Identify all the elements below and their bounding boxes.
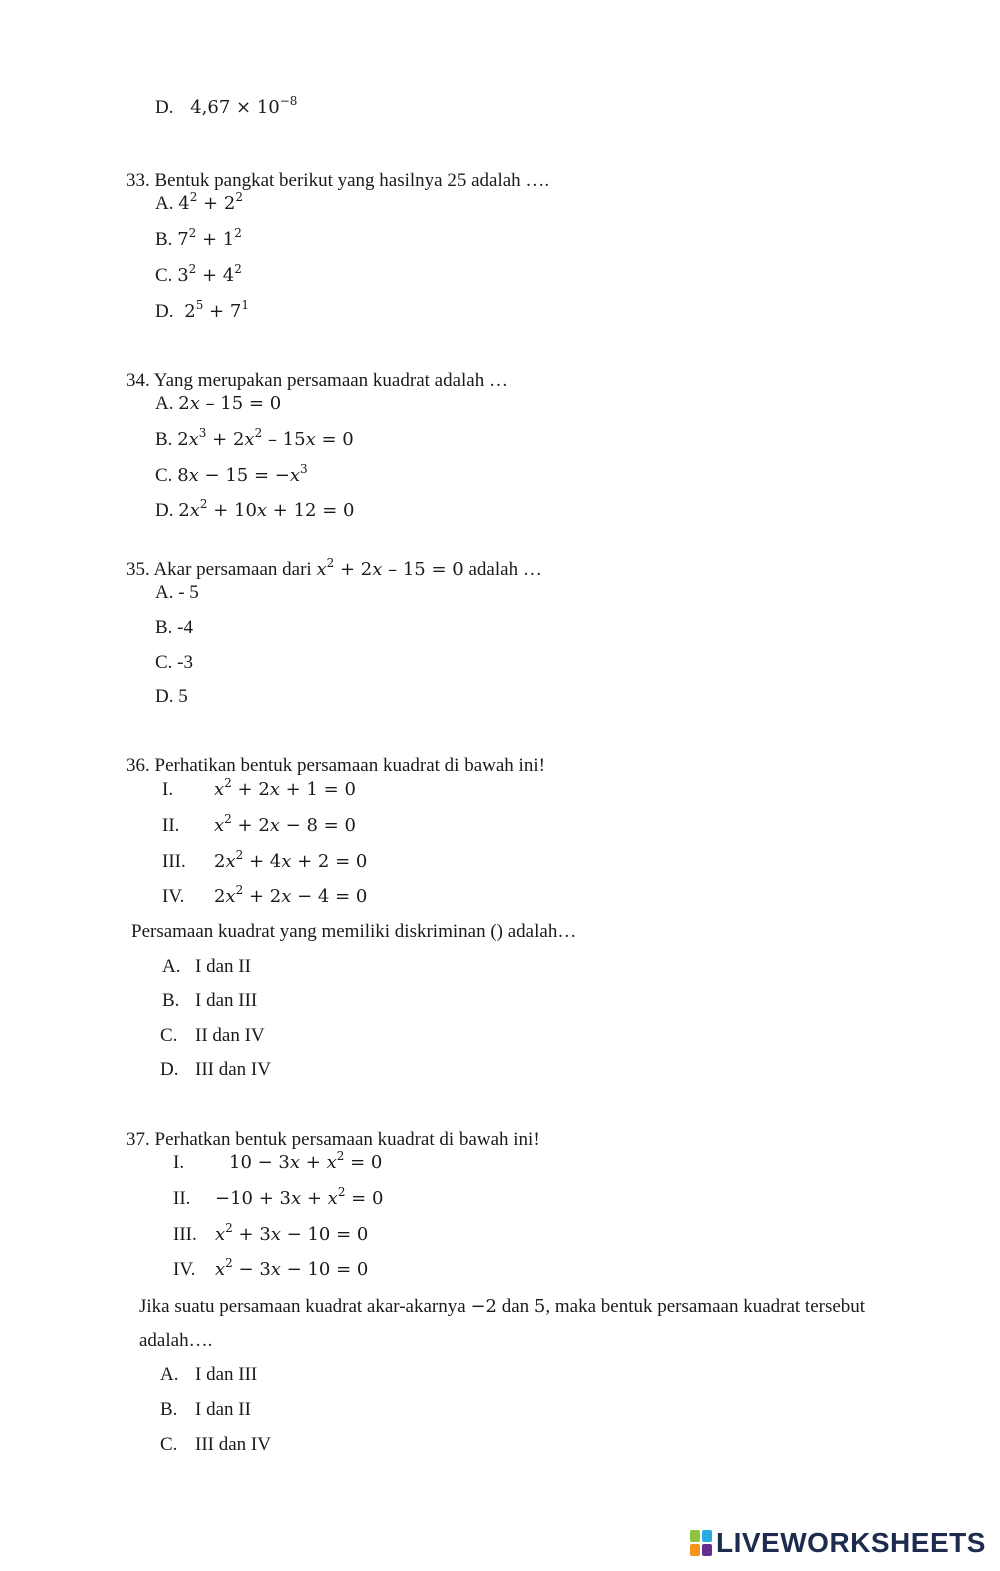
q35-stem: 35. Akar persamaan dari $x^2 + 2x - 15 = 0$ adalah … bbox=[126, 556, 542, 580]
q35-option-a: A. - 5 bbox=[155, 582, 199, 603]
roman-label: II. bbox=[173, 1188, 191, 1209]
liveworksheets-logo-text: LIVEWORKSHEETS bbox=[716, 1527, 986, 1558]
option-d-value: $4,67 \times 10^{-8}$ bbox=[190, 94, 298, 118]
q36-row-1: I. $x^2 + 2x + 1 = 0$ bbox=[162, 776, 356, 800]
liveworksheets-logo-icon bbox=[690, 1530, 712, 1556]
q37-stem: 37. Perhatkan bentuk persamaan kuadrat di bawah ini! bbox=[126, 1129, 540, 1150]
option-label: A. bbox=[155, 193, 174, 214]
q34-option-c: C. $8x - 15 = -x^3$ bbox=[155, 462, 308, 486]
option-label: A. bbox=[155, 393, 174, 414]
q36-question: Persamaan kuadrat yang memiliki diskriminan () adalah… bbox=[131, 921, 577, 942]
option-label: C. bbox=[155, 465, 173, 486]
option-text: I dan II bbox=[195, 956, 251, 977]
q37-row-4: IV. $x^2 - 3x - 10 = 0$ bbox=[173, 1256, 369, 1280]
q36-row-2: II. $x^2 + 2x - 8 = 0$ bbox=[162, 812, 356, 836]
option-label: D. bbox=[155, 97, 174, 118]
q34-stem: 34. Yang merupakan persamaan kuadrat adalah … bbox=[126, 370, 508, 391]
q35-option-d: D. 5 bbox=[155, 686, 188, 707]
option-label: D. bbox=[160, 1059, 179, 1080]
roman-label: III. bbox=[173, 1224, 197, 1245]
q36-row-4: IV. $2x^2 + 2x - 4 = 0$ bbox=[162, 883, 368, 907]
q33-option-b: B. $7^2 + 1^2$ bbox=[155, 226, 242, 250]
option-text: I dan II bbox=[195, 1399, 251, 1420]
q33-option-c: C. $3^2 + 4^2$ bbox=[155, 262, 242, 286]
q36-option-d bbox=[160, 1058, 271, 1082]
option-text: III dan IV bbox=[195, 1059, 271, 1080]
q37-row-3: III. $x^2 + 3x - 10 = 0$ bbox=[173, 1221, 369, 1245]
q35-option-c: C. -3 bbox=[155, 652, 193, 673]
q36-option-c bbox=[160, 1024, 265, 1048]
q36-stem: 36. Perhatikan bentuk persamaan kuadrat di bawah ini! bbox=[126, 755, 545, 776]
option-text: I dan III bbox=[195, 990, 258, 1011]
option-text: I dan III bbox=[195, 1364, 258, 1385]
roman-label: III. bbox=[162, 851, 186, 872]
roman-label: I. bbox=[162, 779, 174, 800]
q33-option-a: A. $4^2 + 2^2$ bbox=[155, 190, 243, 214]
roman-label: I. bbox=[173, 1152, 185, 1173]
q37-row-1: I. $10 - 3x + x^2 = 0$ bbox=[173, 1149, 383, 1173]
q36-option-b bbox=[162, 989, 257, 1013]
q37-question-line2: adalah…. bbox=[139, 1330, 213, 1351]
q37-option-c bbox=[160, 1433, 271, 1457]
option-label: C. bbox=[160, 1025, 178, 1046]
option-text: II dan IV bbox=[195, 1025, 265, 1046]
q36-option-a bbox=[162, 955, 251, 979]
option-label: D. bbox=[155, 301, 174, 322]
option-label: D. bbox=[155, 500, 174, 521]
q34-option-b: B. $2x^3 + 2x^2 - 15x = 0$ bbox=[155, 426, 354, 450]
q34-option-d: D. $2x^2 + 10x + 12 = 0$ bbox=[155, 497, 355, 521]
option-label: C. bbox=[160, 1434, 178, 1455]
q37-option-b bbox=[160, 1398, 251, 1422]
q33-option-d: D. $2^5 + 7^1$ bbox=[155, 298, 249, 322]
option-text: III dan IV bbox=[195, 1434, 271, 1455]
q37-option-a bbox=[160, 1363, 257, 1387]
q37-row-2: II. $-10 + 3x + x^2 = 0$ bbox=[173, 1185, 384, 1209]
q34-option-a: A. 2x – 15 = 0 bbox=[155, 393, 282, 414]
option-label: B. bbox=[160, 1399, 178, 1420]
option-label: B. bbox=[155, 429, 173, 450]
option-label: B. bbox=[155, 229, 173, 250]
roman-label: IV. bbox=[162, 886, 185, 907]
q37-question: Jika suatu persamaan kuadrat akar-akarnya −2 dan 5, maka bentuk persamaan kuadrat tersebut bbox=[139, 1296, 866, 1317]
option-label: A. bbox=[160, 1364, 179, 1385]
roman-label: II. bbox=[162, 815, 180, 836]
option-label: A. bbox=[162, 956, 181, 977]
option-label: B. bbox=[162, 990, 180, 1011]
q36-row-3: III. $2x^2 + 4x + 2 = 0$ bbox=[162, 848, 368, 872]
q33-stem: 33. Bentuk pangkat berikut yang hasilnya 25 adalah …. bbox=[126, 170, 550, 191]
liveworksheets-logo bbox=[690, 1526, 986, 1560]
roman-label: IV. bbox=[173, 1259, 196, 1280]
q35-option-b: B. -4 bbox=[155, 617, 193, 638]
q32-option-d bbox=[155, 96, 297, 120]
option-label: C. bbox=[155, 265, 173, 286]
